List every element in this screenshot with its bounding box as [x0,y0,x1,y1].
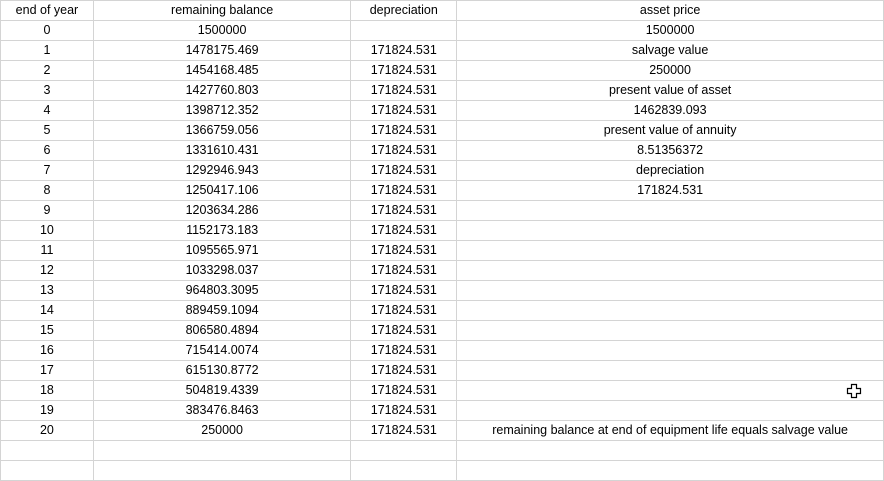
info-cell[interactable]: 1500000 [457,21,884,41]
table-row [1,61,884,81]
depreciation-cell[interactable]: 171824.531 [351,81,457,101]
empty-cell[interactable] [93,441,350,461]
table-row [1,181,884,201]
header-row [1,1,884,21]
year-cell[interactable]: 8 [1,181,94,201]
cross-cursor-icon [846,383,862,399]
depreciation-cell[interactable]: 171824.531 [351,281,457,301]
year-cell[interactable]: 10 [1,221,94,241]
balance-cell[interactable]: 889459.1094 [93,301,350,321]
info-cell[interactable] [457,201,884,221]
depreciation-cell[interactable]: 171824.531 [351,241,457,261]
info-cell[interactable]: salvage value [457,41,884,61]
info-cell[interactable] [457,301,884,321]
year-cell[interactable]: 18 [1,381,94,401]
balance-cell[interactable]: 715414.0074 [93,341,350,361]
table-row [1,241,884,261]
empty-cell[interactable] [351,461,457,481]
empty-cell[interactable] [457,461,884,481]
table-row [1,281,884,301]
info-cell[interactable] [457,281,884,301]
table-row [1,81,884,101]
depreciation-cell[interactable]: 171824.531 [351,321,457,341]
table-row [1,381,884,401]
depreciation-cell[interactable]: 171824.531 [351,121,457,141]
info-cell[interactable] [457,341,884,361]
depreciation-cell[interactable]: 171824.531 [351,181,457,201]
depreciation-cell[interactable]: 171824.531 [351,221,457,241]
table-row [1,201,884,221]
year-cell[interactable]: 0 [1,21,94,41]
depreciation-cell[interactable]: 171824.531 [351,161,457,181]
header-cell-depreciation[interactable]: depreciation [351,1,457,21]
info-cell[interactable] [457,261,884,281]
empty-cell[interactable] [93,461,350,481]
year-cell[interactable]: 12 [1,261,94,281]
year-cell[interactable]: 13 [1,281,94,301]
year-cell[interactable]: 1 [1,41,94,61]
year-cell[interactable]: 15 [1,321,94,341]
table-row [1,361,884,381]
depreciation-cell[interactable]: 171824.531 [351,201,457,221]
info-cell[interactable]: 1462839.093 [457,101,884,121]
balance-cell[interactable]: 383476.8463 [93,401,350,421]
table-row [1,101,884,121]
balance-cell[interactable]: 1250417.106 [93,181,350,201]
balance-cell[interactable]: 1478175.469 [93,41,350,61]
year-cell[interactable]: 17 [1,361,94,381]
empty-row [1,461,884,481]
grid-body [1,1,884,481]
depreciation-cell[interactable]: 171824.531 [351,401,457,421]
table-row [1,341,884,361]
depreciation-cell[interactable]: 171824.531 [351,41,457,61]
table-row [1,421,884,441]
info-cell[interactable]: present value of asset [457,81,884,101]
year-cell[interactable]: 16 [1,341,94,361]
balance-cell[interactable]: 1152173.183 [93,221,350,241]
info-cell[interactable] [457,221,884,241]
info-cell[interactable] [457,241,884,261]
depreciation-cell[interactable]: 171824.531 [351,61,457,81]
year-cell[interactable]: 11 [1,241,94,261]
balance-cell[interactable]: 250000 [93,421,350,441]
balance-cell[interactable]: 1292946.943 [93,161,350,181]
info-cell[interactable] [457,361,884,381]
empty-cell[interactable] [1,441,94,461]
depreciation-cell[interactable]: 171824.531 [351,101,457,121]
empty-cell[interactable] [351,441,457,461]
year-cell[interactable]: 4 [1,101,94,121]
year-cell[interactable]: 14 [1,301,94,321]
year-cell[interactable]: 19 [1,401,94,421]
year-cell[interactable]: 20 [1,421,94,441]
balance-cell[interactable]: 1500000 [93,21,350,41]
depreciation-cell[interactable]: 171824.531 [351,261,457,281]
balance-cell[interactable]: 1454168.485 [93,61,350,81]
empty-cell[interactable] [457,441,884,461]
table-row [1,221,884,241]
info-cell[interactable]: 8.51356372 [457,141,884,161]
empty-row [1,441,884,461]
balance-cell[interactable]: 1033298.037 [93,261,350,281]
table-row [1,401,884,421]
year-cell[interactable]: 5 [1,121,94,141]
balance-cell[interactable]: 1366759.056 [93,121,350,141]
table-row [1,261,884,281]
info-cell[interactable]: depreciation [457,161,884,181]
year-cell[interactable]: 9 [1,201,94,221]
depreciation-cell[interactable]: 171824.531 [351,341,457,361]
table-row [1,161,884,181]
table-row [1,21,884,41]
balance-cell[interactable]: 1095565.971 [93,241,350,261]
table-row [1,141,884,161]
year-cell[interactable]: 6 [1,141,94,161]
info-cell[interactable] [457,321,884,341]
header-cell-remaining-balance[interactable]: remaining balance [93,1,350,21]
balance-cell[interactable]: 964803.3095 [93,281,350,301]
balance-cell[interactable]: 504819.4339 [93,381,350,401]
year-cell[interactable]: 3 [1,81,94,101]
table-row [1,321,884,341]
depreciation-cell[interactable]: 171824.531 [351,301,457,321]
balance-cell[interactable]: 1203634.286 [93,201,350,221]
table-row [1,301,884,321]
depreciation-cell[interactable]: 171824.531 [351,421,457,441]
depreciation-cell[interactable]: 171824.531 [351,141,457,161]
depreciation-cell[interactable]: 171824.531 [351,361,457,381]
info-cell[interactable]: 171824.531 [457,181,884,201]
info-cell[interactable] [457,381,884,401]
year-cell[interactable]: 2 [1,61,94,81]
info-cell[interactable]: 250000 [457,61,884,81]
info-cell[interactable]: remaining balance at end of equipment life equals salvage value [457,421,884,441]
balance-cell[interactable]: 806580.4894 [93,321,350,341]
balance-cell[interactable]: 1398712.352 [93,101,350,121]
table-row [1,41,884,61]
depreciation-cell[interactable] [351,21,457,41]
header-cell-end-of-year[interactable]: end of year [1,1,94,21]
balance-cell[interactable]: 615130.8772 [93,361,350,381]
year-cell[interactable]: 7 [1,161,94,181]
depreciation-cell[interactable]: 171824.531 [351,381,457,401]
info-cell[interactable] [457,401,884,421]
empty-cell[interactable] [1,461,94,481]
balance-cell[interactable]: 1427760.803 [93,81,350,101]
info-cell[interactable]: present value of annuity [457,121,884,141]
balance-cell[interactable]: 1331610.431 [93,141,350,161]
table-row [1,121,884,141]
header-cell-asset-price[interactable]: asset price [457,1,884,21]
